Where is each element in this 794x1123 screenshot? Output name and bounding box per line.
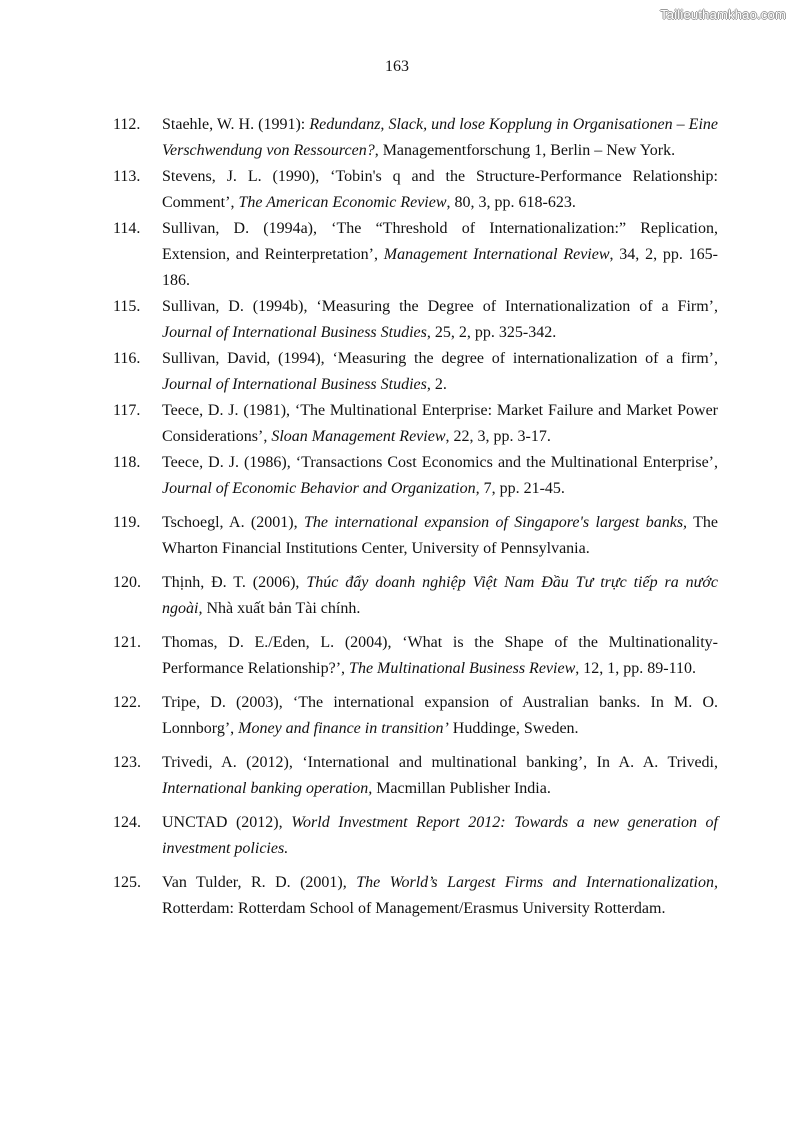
reference-text-segment: , Managementforschung 1, Berlin – New York. (374, 142, 676, 159)
reference-item (113, 570, 718, 622)
watermark-text: Tailieuthamkhao.com (660, 7, 786, 22)
reference-text-segment: , 80, 3, pp. 618-623. (446, 194, 576, 211)
reference-title-italic: Management International Review (383, 246, 610, 263)
reference-number: 116. (113, 350, 141, 367)
reference-text-segment: Trivedi, A. (2012), ‘International and multinational banking’, In A. A. Trivedi, (162, 754, 718, 771)
reference-text (162, 450, 718, 502)
reference-text-segment: , 2. (426, 376, 447, 393)
reference-text (162, 630, 718, 682)
reference-text-segment: , 22, 3, pp. 3-17. (445, 428, 551, 445)
reference-text (162, 112, 718, 164)
reference-list (113, 112, 718, 922)
reference-text (162, 870, 718, 922)
page-number: 163 (385, 58, 409, 75)
reference-text (162, 164, 718, 216)
reference-number: 113. (113, 168, 141, 185)
reference-number: 124. (113, 814, 141, 831)
reference-title-italic: The international expansion of Singapore's largest banks, (303, 514, 688, 531)
reference-title-italic: The World’s Largest Firms and Internationalization, (356, 874, 719, 891)
reference-text-segment: Thomas, D. E./Eden, L. (2004), ‘What is the Shape of the Multinationality-Performance Relationship?’, (162, 634, 718, 677)
reference-text-segment: , 34, 2, pp. 165-186. (162, 246, 719, 289)
reference-text-segment: Van Tulder, R. D. (2001), (162, 874, 357, 891)
reference-text-segment: , 12, 1, pp. 89-110. (575, 660, 696, 677)
reference-item (113, 164, 718, 216)
reference-text-segment: Tschoegl, A. (2001), (162, 514, 304, 531)
reference-title-italic: Sloan Management Review (271, 428, 446, 445)
reference-title-italic: Money and finance in transition’ (238, 720, 449, 737)
reference-text (162, 810, 718, 862)
reference-number: 114. (113, 220, 141, 237)
reference-title-italic: International banking operation, (162, 780, 373, 797)
reference-title-italic: Thúc đẩy doanh nghiệp Việt Nam Đầu Tư trực tiếp ra nước ngoài, (162, 574, 718, 617)
reference-item (113, 810, 718, 862)
reference-item (113, 690, 718, 742)
reference-item (113, 510, 718, 562)
reference-text-segment: Nhà xuất bản Tài chính. (202, 600, 361, 617)
reference-number: 123. (113, 754, 141, 771)
reference-text-segment: , 25, 2, pp. 325-342. (426, 324, 557, 341)
reference-number: 117. (113, 402, 141, 419)
reference-item (113, 216, 718, 294)
reference-text-segment: Sullivan, D. (1994b), ‘Measuring the Degree of Internationalization of a Firm’, (162, 298, 718, 315)
reference-text-segment: The Wharton Financial Institutions Center, University of Pennsylvania. (162, 514, 718, 557)
reference-item (113, 630, 718, 682)
reference-text-segment: 7, pp. 21-45. (479, 480, 565, 497)
reference-item (113, 112, 718, 164)
reference-title-italic: Journal of International Business Studies (162, 376, 427, 393)
reference-number: 125. (113, 874, 141, 891)
reference-text-segment: Teece, D. J. (1981), ‘The Multinational Enterprise: Market Failure and Market Power Considerations’, (162, 402, 718, 445)
reference-text (162, 750, 718, 802)
reference-item (113, 450, 718, 502)
reference-text-segment: Tripe, D. (2003), ‘The international expansion of Australian banks. In M. O. Lonnborg’, (162, 694, 718, 737)
reference-text-segment: Staehle, W. H. (1991): (162, 116, 310, 133)
reference-number: 118. (113, 454, 141, 471)
reference-title-italic: The American Economic Review (238, 194, 447, 211)
reference-text-segment: Stevens, J. L. (1990), ‘Tobin's q and the Structure-Performance Relationship: Comment’, (162, 168, 718, 211)
reference-text (162, 510, 718, 562)
reference-text (162, 690, 718, 742)
reference-text-segment: Teece, D. J. (1986), ‘Transactions Cost Economics and the Multinational Enterprise’, (162, 454, 718, 471)
reference-text-segment: Sullivan, David, (1994), ‘Measuring the degree of internationalization of a firm’, (162, 350, 718, 367)
reference-text-segment: Sullivan, D. (1994a), ‘The “Threshold of Internationalization:” Replication, Extension, and Reinterpretation’, (162, 220, 718, 263)
reference-number: 112. (113, 116, 141, 133)
reference-number: 121. (113, 634, 141, 651)
reference-item (113, 398, 718, 450)
reference-text (162, 398, 718, 450)
reference-text (162, 216, 718, 294)
reference-title-italic: The Multinational Business Review (349, 660, 576, 677)
reference-text-segment: Macmillan Publisher India. (372, 780, 551, 797)
reference-item (113, 346, 718, 398)
reference-text-segment: UNCTAD (2012), (162, 814, 292, 831)
reference-number: 122. (113, 694, 141, 711)
reference-title-italic: Redundanz, Slack, und lose Kopplung in Organisationen – Eine Verschwendung von Ressourcen? (162, 116, 718, 159)
reference-item (113, 294, 718, 346)
reference-text (162, 294, 718, 346)
reference-text-segment: Huddinge, Sweden. (448, 720, 579, 737)
reference-title-italic: Journal of Economic Behavior and Organization, (162, 480, 480, 497)
reference-text (162, 346, 718, 398)
reference-number: 119. (113, 514, 141, 531)
reference-title-italic: World Investment Report 2012: Towards a new generation of investment policies. (162, 814, 718, 857)
reference-text-segment: Rotterdam: Rotterdam School of Management/Erasmus University Rotterdam. (162, 900, 666, 917)
reference-text (162, 570, 718, 622)
reference-number: 120. (113, 574, 141, 591)
reference-title-italic: Journal of International Business Studies (162, 324, 427, 341)
reference-item (113, 750, 718, 802)
reference-number: 115. (113, 298, 141, 315)
reference-text-segment: Thịnh, Đ. T. (2006), (162, 574, 307, 591)
reference-item (113, 870, 718, 922)
